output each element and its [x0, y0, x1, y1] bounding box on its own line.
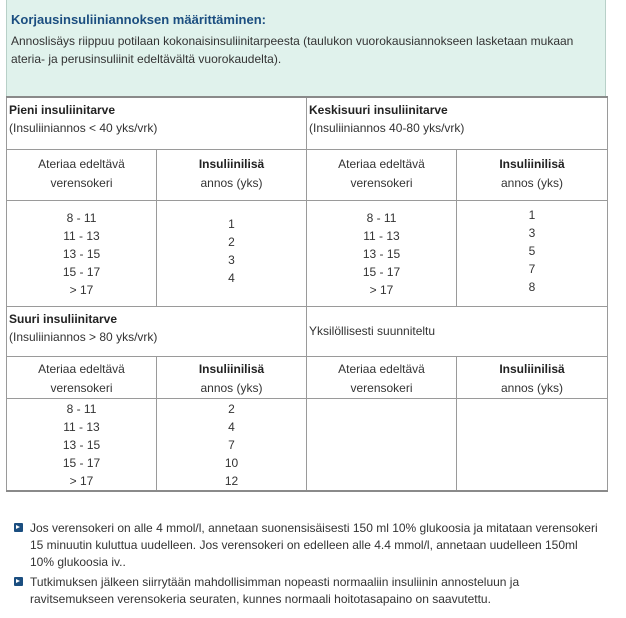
group-cell-medium — [307, 97, 608, 149]
glucose-header-line1: Ateriaa edeltävä — [338, 361, 425, 376]
glucose-range: > 17 — [69, 473, 94, 488]
notes-list — [14, 520, 604, 611]
glucose-range: 8 - 11 — [366, 210, 397, 225]
glucose-range: 13 - 15 — [62, 437, 101, 452]
section-description: Annoslisäys riippuu potilaan kokonaisinsuliinitarpeesta (taulukon vuorokausiannokseen lasketaan mukaan ateria- ja perusinsuliinit edeltävältä vuorokaudelta). — [11, 34, 574, 66]
dose-value: 12 — [224, 473, 239, 488]
glucose-ranges-cell — [307, 200, 457, 306]
glucose-ranges-cell — [7, 200, 157, 306]
glucose-header — [307, 356, 457, 398]
glucose-header-line1: Ateriaa edeltävä — [38, 156, 125, 171]
dose-value: 3 — [528, 225, 536, 240]
group-subtitle: (Insuliiniannos 40-80 yks/vrk) — [309, 121, 465, 135]
note-text: Jos verensokeri on alle 4 mmol/l, annetaan suonensisäisesti 150 ml 10% glukoosia ja mitataan verensokeri 15 minuutin kuluttua uudelleen. Jos verensokeri on edelleen alle 4.4 mmol/l, annetaan uudelleen 150ml 10% glukoosia iv.. — [30, 521, 598, 569]
glucose-range: > 17 — [369, 282, 394, 297]
group-title: Suuri insuliinitarve — [9, 311, 118, 326]
dose-header-line1: Insuliinilisä — [198, 361, 265, 376]
glucose-range: 8 - 11 — [66, 210, 97, 225]
glucose-range: 13 - 15 — [62, 246, 101, 261]
group-cell-large — [7, 306, 307, 356]
dose-value: 7 — [228, 437, 235, 452]
dose-header — [157, 149, 307, 200]
dose-header — [457, 356, 608, 398]
group-cell-individual — [307, 306, 608, 356]
values-row — [7, 200, 608, 306]
glucose-range: 11 - 13 — [363, 228, 400, 243]
section-title: Korjausinsuliiniannoksen määrittäminen: — [11, 12, 266, 27]
glucose-range: 15 - 17 — [62, 455, 101, 470]
dose-value: 1 — [228, 216, 235, 231]
dose-value: 5 — [528, 243, 536, 258]
group-title: Keskisuuri insuliinitarve — [309, 103, 448, 117]
arrow-bullet-icon — [14, 523, 23, 532]
group-subtitle: (Insuliiniannos < 40 yks/vrk) — [9, 121, 158, 135]
dose-header-line2: annos (yks) — [500, 380, 564, 395]
dose-values-cell — [157, 200, 307, 306]
dose-header — [457, 149, 608, 200]
values-row — [7, 398, 608, 491]
dose-header-line2: annos (yks) — [200, 175, 263, 190]
empty-cell — [457, 398, 608, 491]
intro-box — [6, 0, 606, 96]
dose-header — [157, 356, 307, 398]
dose-values-cell — [157, 398, 307, 491]
column-header-row — [7, 149, 608, 200]
dose-value: 7 — [528, 261, 536, 276]
dose-header-line1: Insuliinilisä — [198, 156, 265, 171]
group-title: Yksilöllisesti suunniteltu — [309, 324, 436, 338]
dose-header-line2: annos (yks) — [200, 380, 263, 395]
dose-value: 4 — [228, 419, 235, 434]
group-cell-small — [7, 97, 307, 149]
dose-values-cell — [457, 200, 608, 306]
glucose-ranges-cell — [7, 398, 157, 491]
column-header-row — [7, 356, 608, 398]
glucose-header — [7, 149, 157, 200]
dose-value: 2 — [228, 401, 235, 416]
glucose-header-line2: verensokeri — [350, 175, 413, 190]
glucose-header-line2: verensokeri — [350, 380, 413, 395]
group-subtitle: (Insuliiniannos > 80 yks/vrk) — [9, 329, 158, 344]
note-text: Tutkimuksen jälkeen siirrytään mahdollisimman nopeasti normaaliin insuliinin annosteluun ja ravitsemukseen verensokeria seuraten, kunnes normaali hoitotasapaino on saavutettu. — [30, 575, 520, 606]
glucose-header-line1: Ateriaa edeltävä — [338, 156, 425, 171]
glucose-range: 8 - 11 — [66, 401, 97, 416]
group-title: Pieni insuliinitarve — [9, 103, 116, 117]
list-item — [14, 520, 604, 571]
glucose-header-line2: verensokeri — [50, 175, 113, 190]
glucose-range: 13 - 15 — [362, 246, 401, 261]
dose-header-line1: Insuliinilisä — [499, 156, 565, 171]
glucose-range: > 17 — [69, 282, 94, 297]
group-row — [7, 97, 608, 149]
dose-value: 4 — [228, 270, 235, 285]
dose-value: 2 — [228, 234, 235, 249]
list-item — [14, 574, 604, 608]
insulin-dose-table — [6, 96, 608, 492]
group-row — [7, 306, 608, 356]
glucose-header-line1: Ateriaa edeltävä — [38, 361, 125, 376]
dose-header-line2: annos (yks) — [500, 175, 564, 190]
glucose-range: 15 - 17 — [362, 264, 401, 279]
dose-value: 10 — [224, 455, 239, 470]
glucose-range: 11 - 13 — [63, 228, 100, 243]
dose-value: 1 — [528, 207, 536, 222]
dose-value: 8 — [528, 279, 536, 294]
dose-value: 3 — [228, 252, 235, 267]
glucose-range: 15 - 17 — [62, 264, 101, 279]
arrow-bullet-icon — [14, 577, 23, 586]
glucose-range: 11 - 13 — [63, 419, 100, 434]
empty-cell — [307, 398, 457, 491]
glucose-header — [7, 356, 157, 398]
glucose-header — [307, 149, 457, 200]
glucose-header-line2: verensokeri — [50, 380, 113, 395]
dose-header-line1: Insuliinilisä — [499, 361, 565, 376]
